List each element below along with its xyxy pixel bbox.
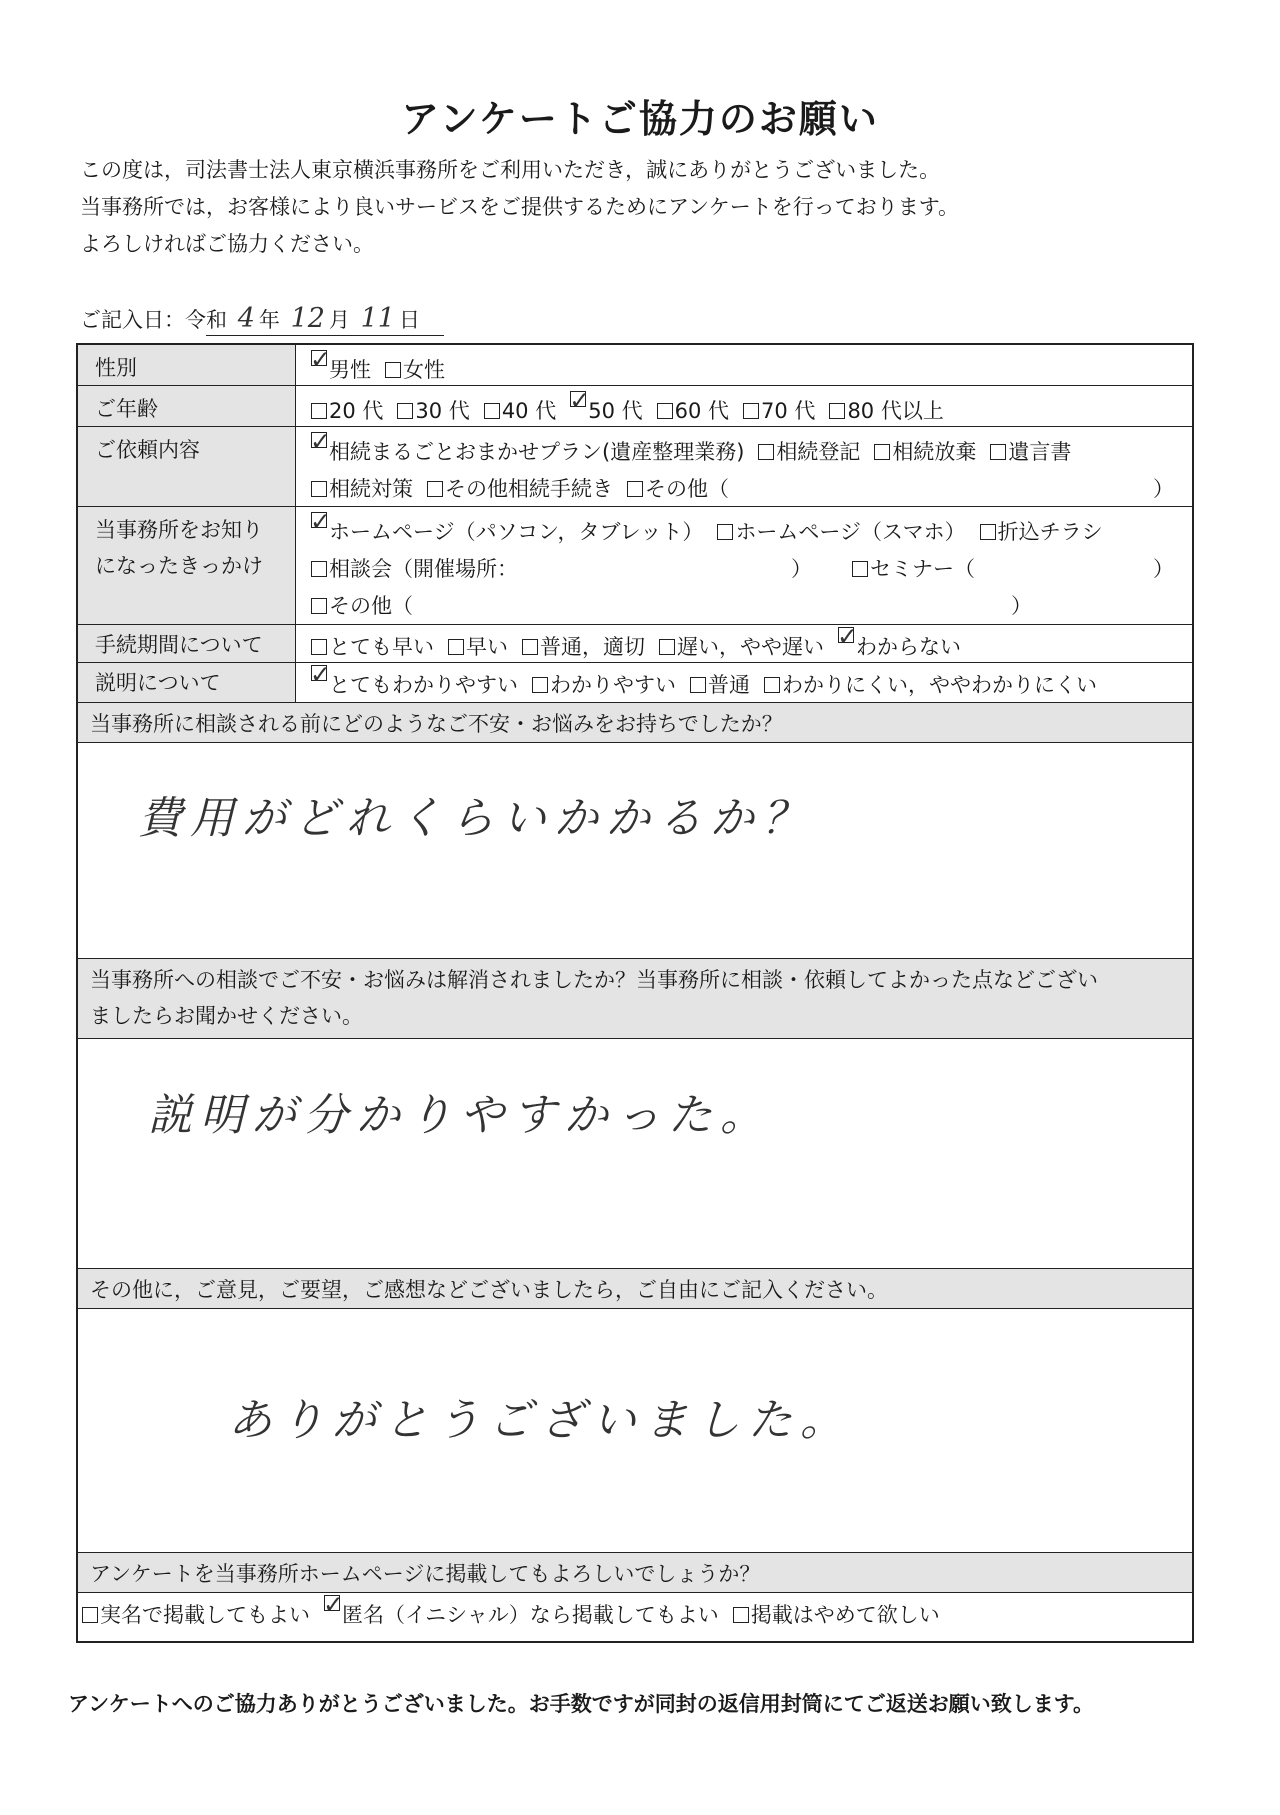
checkbox-option-slot [852, 551, 1092, 588]
intro-text [80, 152, 959, 263]
checked-box-icon[interactable] [838, 627, 854, 643]
year-unit: 年 [258, 308, 280, 332]
checkbox-icon[interactable] [311, 481, 327, 497]
checkbox-icon[interactable] [874, 444, 890, 460]
checkbox-icon[interactable] [484, 403, 500, 419]
period-row [78, 625, 1192, 663]
explain-row [78, 663, 1192, 702]
checkbox-option[interactable] [990, 434, 1071, 471]
date-day[interactable]: 11 [360, 303, 395, 334]
option-label: とてもわかりやすい [329, 673, 518, 697]
checkbox-option[interactable] [690, 667, 750, 704]
checkbox-option[interactable] [874, 434, 976, 471]
checkbox-option[interactable] [311, 350, 371, 389]
option-label: 60 代 [674, 399, 730, 423]
checkbox-icon[interactable] [690, 677, 706, 693]
checkbox-option[interactable] [484, 393, 556, 430]
checked-box-icon[interactable] [311, 432, 327, 448]
option-label: わかりにくい，ややわかりにくい [782, 673, 1097, 697]
checkbox-icon[interactable] [743, 403, 759, 419]
option-label: 相続登記 [776, 440, 861, 464]
checkbox-icon[interactable] [427, 481, 443, 497]
checkbox-option[interactable] [427, 471, 613, 508]
intro-line: この度は，司法書士法人東京横浜事務所をご利用いただき，誠にありがとうございました。 [80, 158, 941, 182]
request-close: ） [1153, 477, 1174, 501]
q1-answer-area[interactable] [78, 742, 1192, 959]
option-label: その他（ [645, 477, 729, 501]
checkbox-option[interactable] [311, 393, 383, 430]
checkbox-option[interactable] [829, 393, 943, 430]
source-close: ） [1011, 594, 1032, 618]
period-options [311, 627, 1184, 666]
request-option-list [311, 440, 1085, 501]
request-row [78, 427, 1192, 507]
checkbox-option[interactable] [532, 667, 676, 704]
option-label: 普通，適切 [540, 635, 645, 659]
checkbox-option-slot [311, 588, 1011, 625]
source-label-line: になったきっかけ [95, 554, 263, 578]
date-underline [206, 335, 444, 336]
option-label: 相談会（開催場所： [329, 557, 518, 581]
checkbox-icon[interactable] [532, 677, 548, 693]
checkbox-icon[interactable] [829, 403, 845, 419]
checked-box-icon[interactable] [311, 350, 327, 366]
period-label: 手続期間について [78, 625, 296, 662]
option-label: 折込チラシ [997, 520, 1103, 544]
option-label: 20 代 [329, 399, 384, 423]
checkbox-option[interactable] [980, 514, 1103, 551]
q4-options [82, 1595, 1184, 1634]
request-options [311, 432, 1184, 508]
checkbox-option[interactable] [385, 352, 445, 389]
checkbox-icon[interactable] [82, 1607, 98, 1623]
checkbox-icon[interactable] [659, 639, 675, 655]
checkbox-icon[interactable] [311, 598, 327, 614]
q2-answer-area[interactable] [78, 1039, 1192, 1269]
checkbox-icon[interactable] [980, 524, 996, 540]
option-label: 匿名（イニシャル）なら掲載してもよい [342, 1603, 719, 1627]
checkbox-option[interactable] [311, 551, 518, 588]
option-label: とても早い [329, 635, 434, 659]
option-label: 遺言書 [1008, 440, 1072, 464]
option-label: 70 代 [761, 399, 816, 423]
date-year[interactable]: 4 [237, 303, 255, 334]
q2-question [78, 959, 1192, 1039]
checkbox-option[interactable] [743, 393, 815, 430]
checkbox-icon[interactable] [311, 639, 327, 655]
checkbox-option[interactable] [397, 393, 469, 430]
checkbox-option[interactable] [717, 514, 965, 551]
q3-answer-area[interactable] [78, 1309, 1192, 1553]
checked-box-icon[interactable] [570, 391, 586, 407]
option-label: ホームページ（スマホ） [735, 520, 966, 544]
checkbox-option[interactable] [311, 512, 703, 551]
entry-date [80, 303, 420, 334]
q4-question: アンケートを当事務所ホームページに掲載してもよろしいでしょうか？ [78, 1553, 1192, 1593]
checkbox-option[interactable] [764, 667, 1097, 704]
option-label: 女性 [403, 358, 445, 382]
checkbox-option[interactable] [838, 627, 961, 666]
checkbox-icon[interactable] [852, 561, 868, 577]
option-label: 実名で掲載してもよい [100, 1603, 310, 1627]
checkbox-option[interactable] [570, 391, 642, 430]
gender-row [78, 345, 1192, 386]
request-label: ご依頼内容 [78, 427, 296, 506]
checkbox-icon[interactable] [397, 403, 413, 419]
source-label-line: 当事務所をお知り [95, 518, 263, 542]
survey-form [76, 343, 1194, 1643]
checkbox-icon[interactable] [627, 481, 643, 497]
checkbox-option[interactable] [852, 551, 975, 588]
checkbox-icon[interactable] [758, 444, 774, 460]
page-title: アンケートご協力のお願い [401, 97, 879, 141]
checkbox-option[interactable] [311, 432, 744, 471]
source-options [311, 512, 1184, 625]
checkbox-icon[interactable] [311, 403, 327, 419]
checkbox-option[interactable] [311, 588, 413, 625]
option-label: 相続まるごとおまかせプラン(遺産整理業務) [329, 440, 745, 464]
checkbox-option[interactable] [448, 629, 508, 666]
checkbox-icon[interactable] [717, 524, 733, 540]
q3-answer: ありがとうございました。 [228, 1395, 852, 1446]
checkbox-option[interactable] [659, 629, 824, 666]
option-label: 男性 [329, 358, 371, 382]
option-label: その他（ [329, 594, 413, 618]
checkbox-option-slot [980, 520, 1117, 544]
checked-box-icon[interactable] [324, 1595, 340, 1611]
checkbox-option[interactable] [324, 1595, 719, 1634]
q3-question: その他に，ご意見，ご要望，ご感想などございましたら，ご自由にご記入ください。 [78, 1269, 1192, 1309]
age-options [311, 391, 1184, 430]
explain-label: 説明について [78, 663, 296, 702]
option-label: 相続対策 [329, 477, 413, 501]
checkbox-icon[interactable] [733, 1607, 749, 1623]
option-label: 40 代 [501, 399, 557, 423]
checkbox-icon[interactable] [657, 403, 673, 419]
option-label: 80 代以上 [847, 399, 944, 423]
option-label: 相続放棄 [892, 440, 977, 464]
checkbox-option[interactable] [657, 393, 729, 430]
q1-answer: 費用がどれくらいかかるか？ [138, 793, 814, 844]
source-row [78, 507, 1192, 625]
checkbox-icon[interactable] [522, 639, 538, 655]
option-label: 早い [466, 635, 508, 659]
month-unit: 月 [328, 308, 350, 332]
checked-box-icon[interactable] [311, 512, 327, 528]
checkbox-icon[interactable] [311, 561, 327, 577]
checkbox-icon[interactable] [448, 639, 464, 655]
source-close: ） [791, 557, 812, 581]
date-month[interactable]: 12 [290, 303, 325, 334]
checkbox-option[interactable] [522, 629, 645, 666]
gender-label: 性別 [78, 345, 296, 385]
gender-options [311, 350, 1184, 389]
checkbox-option[interactable] [311, 471, 413, 508]
checkbox-option-slot [717, 520, 979, 544]
option-label: その他相続手続き [445, 477, 613, 501]
checkbox-icon[interactable] [990, 444, 1006, 460]
checkbox-option-slot [311, 551, 791, 588]
option-label: ホームページ（パソコン，タブレット） [329, 520, 704, 544]
date-label: ご記入日：令和 [80, 308, 227, 332]
checkbox-icon[interactable] [764, 677, 780, 693]
checked-box-icon[interactable] [311, 665, 327, 681]
q2-question-line: ましたらお聞かせください。 [90, 1004, 363, 1028]
day-unit: 日 [398, 308, 420, 332]
option-label: 遅い，やや遅い [677, 635, 824, 659]
option-label: 50 代 [588, 399, 643, 423]
explain-options [311, 665, 1184, 704]
checkbox-option[interactable] [758, 434, 860, 471]
intro-line: 当事務所では，お客様により良いサービスをご提供するためにアンケートを行っております。 [80, 195, 960, 219]
checkbox-option[interactable] [627, 471, 729, 508]
checkbox-option-slot [311, 520, 717, 544]
footer-message: アンケートへのご協力ありがとうございました。お手数ですが同封の返信用封筒にてご返送お願い致します。 [68, 1692, 1095, 1716]
intro-line: よろしければご協力ください。 [80, 232, 374, 256]
q1-question: 当事務所に相談される前にどのようなご不安・お悩みをお持ちでしたか？ [78, 702, 1192, 743]
source-close: ） [1153, 557, 1174, 581]
age-row [78, 386, 1192, 427]
option-label: 掲載はやめて欲しい [750, 1603, 940, 1627]
checkbox-option[interactable] [82, 1597, 310, 1634]
age-label: ご年齢 [78, 386, 296, 426]
option-label: 普通 [708, 673, 750, 697]
option-label: セミナー（ [870, 557, 975, 581]
q2-answer: 説明が分かりやすかった。 [148, 1090, 772, 1141]
checkbox-option[interactable] [733, 1597, 940, 1634]
q2-question-line: 当事務所への相談でご不安・お悩みは解消されましたか？当事務所に相談・依頼してよかった点などござい [90, 968, 1098, 992]
checkbox-option[interactable] [311, 665, 518, 704]
option-label: わからない [856, 635, 961, 659]
source-label [78, 507, 296, 624]
option-label: わかりやすい [550, 673, 676, 697]
option-label: 30 代 [415, 399, 470, 423]
checkbox-icon[interactable] [385, 362, 401, 378]
